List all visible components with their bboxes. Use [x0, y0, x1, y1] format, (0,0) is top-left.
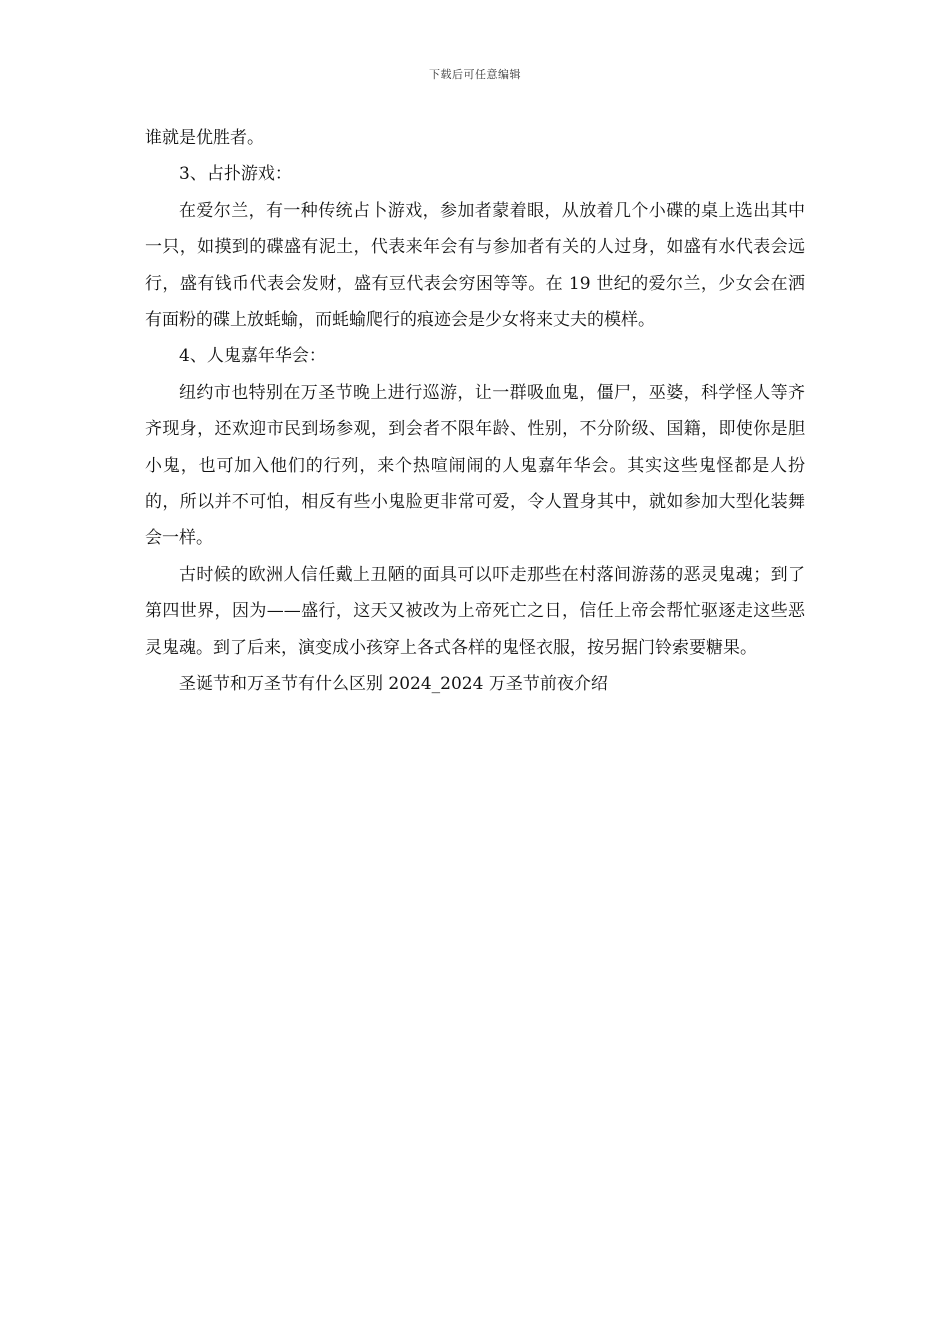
document-body	[145, 120, 805, 703]
section-heading-divination-game: 3、占扑游戏：	[179, 164, 292, 185]
paragraph-continuation: 谁就是优胜者。	[145, 128, 264, 148]
page-header-note: 下载后可任意编辑	[429, 68, 521, 81]
section-heading-carnival: 4、人鬼嘉年华会：	[179, 346, 326, 367]
paragraph-european-masks: 古时候的欧洲人信任戴上丑陋的面具可以吓走那些在村落间游荡的恶灵鬼魂；到了第四世界，因为——盛行，这天又被改为上帝死亡之日，信任上帝会帮忙驱逐走这些恶灵鬼魂。到了后来，演变成小孩穿上各式各样的鬼怪衣服，按另据门铃索要糖果。	[145, 564, 805, 658]
paragraph-related-title: 圣诞节和万圣节有什么区别 2024_2024 万圣节前夜介绍	[179, 674, 608, 695]
paragraph-new-york-parade: 纽约市也特别在万圣节晚上进行巡游，让一群吸血鬼，僵尸，巫婆，科学怪人等齐齐现身，还欢迎市民到场参观，到会者不限年龄、性别，不分阶级、国籍，即使你是胆小鬼，也可加入他们的行列，来个热喧闹闹的人鬼嘉年华会。其实这些鬼怪都是人扮的，所以并不可怕，相反有些小鬼脸更非常可爱，令人置身其中，就如参加大型化装舞会一样。	[145, 382, 805, 549]
paragraph-ireland-divination: 在爱尔兰，有一种传统占卜游戏，参加者蒙着眼，从放着几个小碟的桌上选出其中一只，如摸到的碟盛有泥土，代表来年会有与参加者有关的人过身，如盛有水代表会远行，盛有钱币代表会发财，盛有豆代表会穷困等等。在 19 世纪的爱尔兰，少女会在洒有面粉的碟上放蚝蝓，而蚝蝓爬行的痕迹会是少女将来丈夫的模样。	[145, 200, 805, 331]
